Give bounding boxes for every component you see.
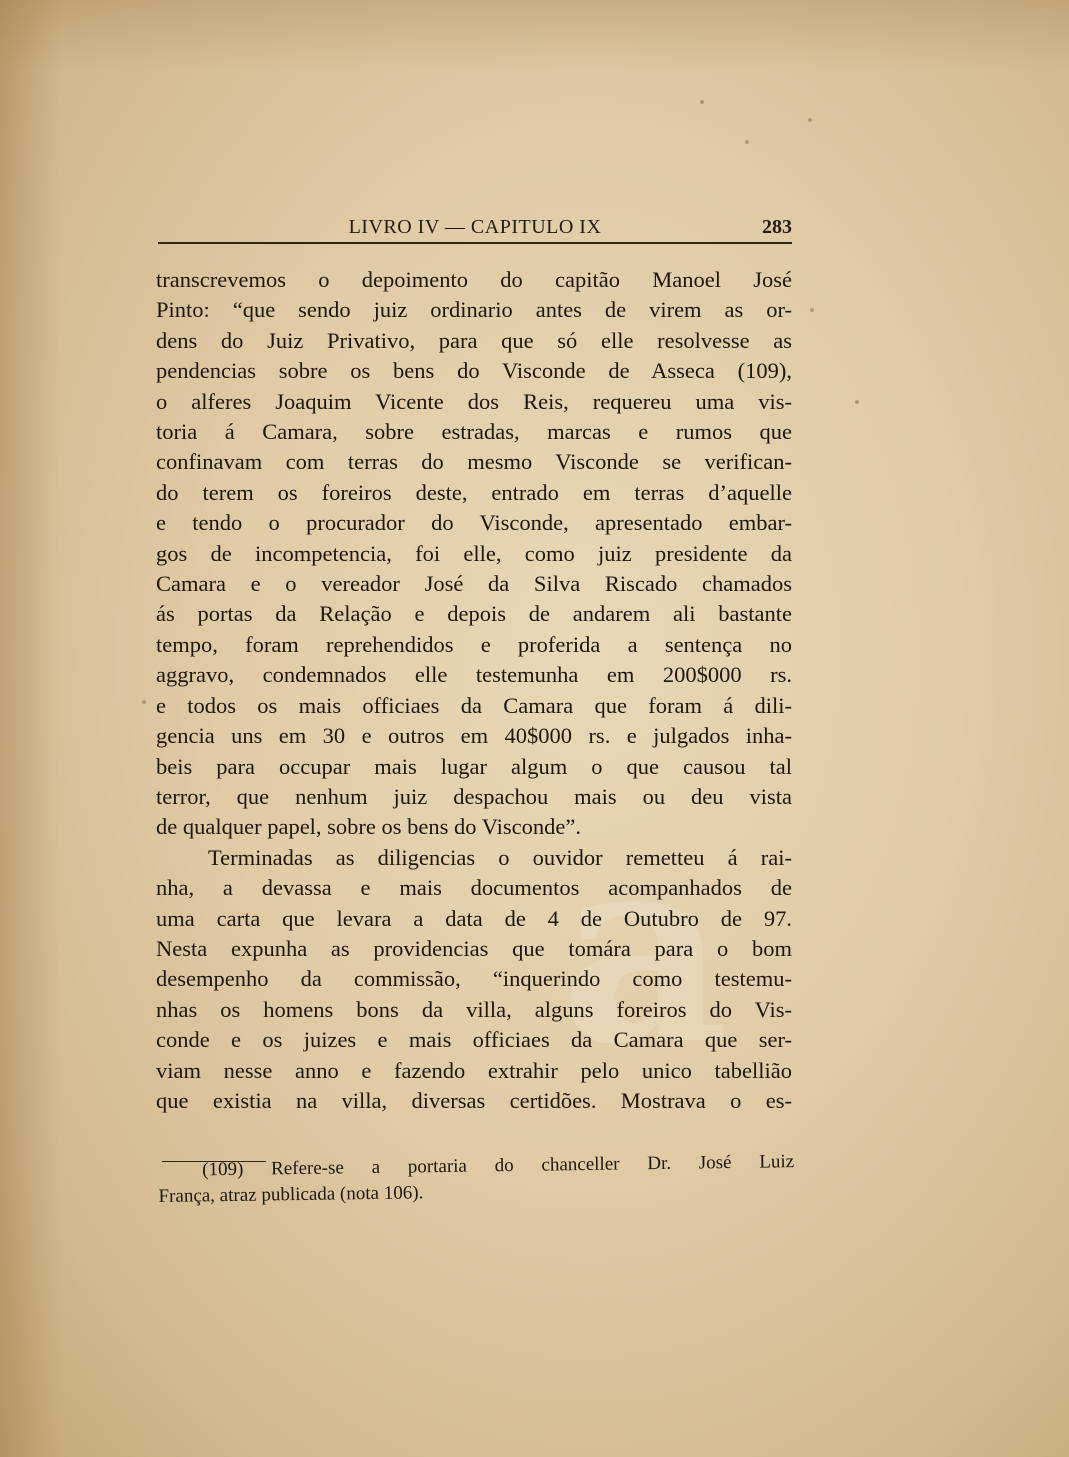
text-line: beis para occupar mais lugar algum o que causou tal xyxy=(156,753,792,779)
paper-speck xyxy=(142,700,146,704)
page-edge-shadow-left xyxy=(0,0,60,1457)
text-line: nha, a devassa e mais documentos acompanhados de xyxy=(156,875,792,901)
text-line: que existia na villa, diversas certidões. Mostrava o es- xyxy=(156,1087,792,1113)
text-line: Terminadas as diligencias o ouvidor remetteu á rai- xyxy=(208,844,792,870)
text-line: viam nesse anno e fazendo extrahir pelo unico tabellião xyxy=(156,1057,792,1083)
text-line: do terem os foreiros deste, entrado em terras d’aquelle xyxy=(156,479,792,505)
text-line: Camara e o vereador José da Silva Riscado chamados xyxy=(156,571,792,597)
text-line: e tendo o procurador do Visconde, apresentado embar- xyxy=(156,510,792,536)
text-line: Nesta expunha as providencias que tomára para o bom xyxy=(156,935,792,961)
running-title: LIVRO IV — CAPITULO IX xyxy=(348,216,602,238)
text-line: tempo, foram reprehendidos e proferida a sentença no xyxy=(156,631,792,657)
text-line: uma carta que levara a data de 4 de Outubro de 97. xyxy=(156,905,792,931)
text-line: gencia uns em 30 e outros em 40$000 rs. e julgados inha- xyxy=(156,723,792,749)
text-line: gos de incompetencia, foi elle, como juiz presidente da xyxy=(156,540,792,566)
text-line: transcrevemos o depoimento do capitão Manoel José xyxy=(156,267,792,292)
text-line: desempenho da commissão, “inquerindo como testemu- xyxy=(156,966,792,992)
text-line: terror, que nenhum juiz despachou mais ou deu vista xyxy=(156,783,792,809)
text-line: confinavam com terras do mesmo Visconde se verifican- xyxy=(156,449,792,475)
text-line: de qualquer papel, sobre os bens do Visconde”. xyxy=(156,814,581,840)
text-line: conde e os juizes e mais officiaes da Camara que ser- xyxy=(156,1027,792,1053)
text-line: dens do Juiz Privativo, para que só elle resolvesse as xyxy=(156,327,792,353)
text-line: Pinto: “que sendo juiz ordinario antes de virem as or- xyxy=(156,297,792,323)
footnote-line: (109) Refere-se a portaria do chanceller Dr. José Luiz xyxy=(202,1151,795,1181)
paper-speck xyxy=(808,118,812,122)
paper-speck xyxy=(745,140,749,144)
running-header xyxy=(158,214,792,244)
paper-speck xyxy=(810,308,814,312)
text-line: e todos os mais officiaes da Camara que foram á dili- xyxy=(156,692,792,718)
text-line: nhas os homens bons da villa, alguns foreiros do Vis- xyxy=(156,996,792,1022)
text-line: pendencias sobre os bens do Visconde de Asseca (109), xyxy=(156,358,792,384)
text-line: toria á Camara, sobre estradas, marcas e rumos que xyxy=(156,419,792,445)
watermark: a xyxy=(560,797,729,1102)
page-number: 283 xyxy=(762,216,792,238)
footnote xyxy=(158,1149,795,1210)
page-edge-shadow-top xyxy=(0,0,1069,70)
paper-speck xyxy=(700,100,704,104)
footnote-line: França, atraz publicada (nota 106). xyxy=(158,1182,424,1207)
text-line: ás portas da Relação e depois de andarem ali bastante xyxy=(156,601,792,627)
text-line: aggravo, condemnados elle testemunha em 200$000 rs. xyxy=(156,662,792,688)
paper-speck xyxy=(855,400,859,404)
text-line: o alferes Joaquim Vicente dos Reis, requereu uma vis- xyxy=(156,388,792,414)
body-text xyxy=(156,265,792,1116)
